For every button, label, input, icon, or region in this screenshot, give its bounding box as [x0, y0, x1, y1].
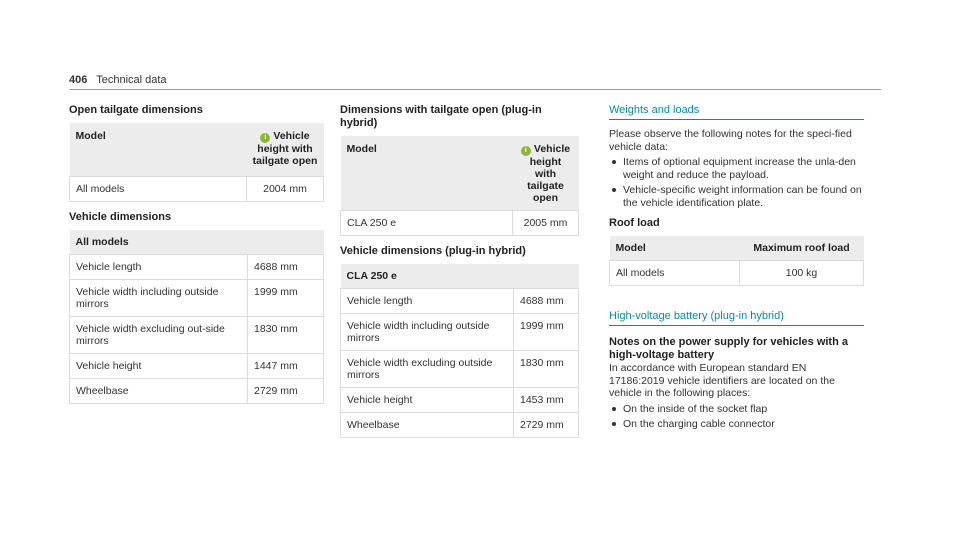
table-row [610, 261, 864, 286]
table-cell: Vehicle width excluding out-side mirrors [70, 317, 248, 354]
table-row [341, 211, 579, 236]
page-header [69, 74, 167, 86]
col-height-header: i Vehicle height with tailgate open [247, 123, 324, 177]
col-model-header: Model [610, 236, 740, 261]
table-cell: Vehicle width including outside mirrors [70, 280, 248, 317]
table-cell: 100 kg [740, 261, 864, 286]
hv-battery-list [609, 403, 864, 431]
table-cell: Wheelbase [70, 379, 248, 404]
table-cell: 1830 mm [514, 351, 579, 388]
table-row [70, 177, 324, 202]
table-row [341, 289, 579, 314]
table-cell: Vehicle width including outside mirrors [341, 314, 514, 351]
table-cell: CLA 250 e [341, 211, 513, 236]
table-cell: Vehicle height [341, 388, 514, 413]
hv-battery-text: In accordance with European standard EN 17186:2019 vehicle identifiers are located on the vehicle in the following places: [609, 362, 835, 399]
table-cell: Vehicle length [341, 289, 514, 314]
table-row [70, 379, 324, 404]
col-height-header: i Vehicle height with tailgate open [513, 136, 579, 211]
vehicle-dims-table [69, 230, 324, 404]
col-model-header: Model [341, 136, 513, 211]
hv-battery-title: High-voltage battery (plug-in hybrid) [609, 310, 864, 326]
table-cell: 4688 mm [248, 255, 324, 280]
column-right [609, 104, 864, 434]
vehicle-dims-title: Vehicle dimensions [69, 211, 172, 223]
open-tailgate-table [69, 123, 324, 202]
roof-load-table [609, 236, 864, 286]
list-item: Vehicle-specific weight information can be found on the vehicle identification plate. [609, 184, 864, 209]
table-row [341, 413, 579, 438]
table-row [70, 354, 324, 379]
vehicle-dims-hybrid-table [340, 264, 579, 438]
table-cell: Wheelbase [341, 413, 514, 438]
info-icon: i [260, 133, 270, 143]
tailgate-hybrid-title: Dimensions with tailgate open (plug-in hybrid) [340, 104, 542, 129]
open-tailgate-title: Open tailgate dimensions [69, 104, 203, 116]
tailgate-hybrid-table [340, 136, 579, 236]
page-number: 406 [69, 74, 88, 86]
column-middle [340, 104, 579, 438]
list-item: On the charging cable connector [609, 418, 864, 431]
table-cell: Vehicle length [70, 255, 248, 280]
weights-title: Weights and loads [609, 104, 864, 120]
table-row [341, 388, 579, 413]
table-row [70, 317, 324, 354]
table-header: All models [70, 230, 324, 255]
vehicle-dims-hybrid-title: Vehicle dimensions (plug-in hybrid) [340, 245, 526, 257]
table-row [70, 280, 324, 317]
table-cell: 1830 mm [248, 317, 324, 354]
table-cell: 2004 mm [247, 177, 324, 202]
col-model-header: Model [70, 123, 247, 177]
roof-load-title: Roof load [609, 217, 660, 229]
hv-battery-subtitle: Notes on the power supply for vehicles with a high-voltage battery [609, 336, 848, 361]
col-max-header: Maximum roof load [740, 236, 864, 261]
info-icon: i [521, 146, 531, 156]
list-item: On the inside of the socket flap [609, 403, 864, 416]
section-name: Technical data [96, 74, 167, 86]
table-cell: Vehicle width excluding outside mirrors [341, 351, 514, 388]
table-cell: All models [610, 261, 740, 286]
table-cell: All models [70, 177, 247, 202]
weights-intro: Please observe the following notes for the speci-fied vehicle data: [609, 128, 852, 153]
weights-list [609, 156, 864, 209]
table-cell: 1999 mm [248, 280, 324, 317]
table-cell: 1447 mm [248, 354, 324, 379]
table-cell: 2005 mm [513, 211, 579, 236]
table-header: CLA 250 e [341, 264, 579, 289]
table-cell: 2729 mm [514, 413, 579, 438]
table-row [341, 314, 579, 351]
table-cell: 4688 mm [514, 289, 579, 314]
table-cell: 1453 mm [514, 388, 579, 413]
table-row [341, 351, 579, 388]
list-item: Items of optional equipment increase the unla-den weight and reduce the payload. [609, 156, 864, 181]
table-cell: 1999 mm [514, 314, 579, 351]
table-cell: 2729 mm [248, 379, 324, 404]
column-left [69, 104, 324, 404]
header-divider [69, 89, 881, 90]
table-row [70, 255, 324, 280]
table-cell: Vehicle height [70, 354, 248, 379]
